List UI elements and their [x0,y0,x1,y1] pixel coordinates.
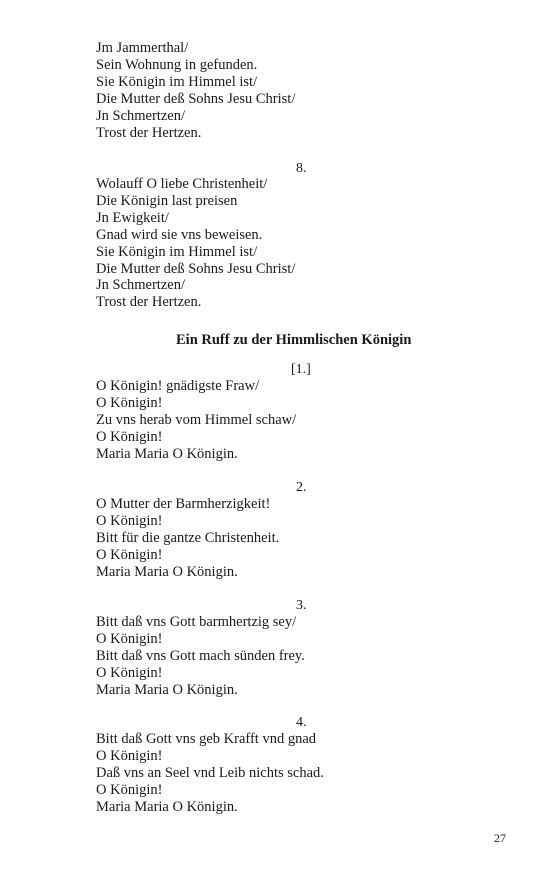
verse-line: Sein Wohnung in gefunden. [96,56,258,73]
verse-line: Bitt für die gantze Christenheit. [96,529,280,546]
verse-line: Jn Schmertzen/ [96,107,185,124]
verse-line: Maria Maria O Königin. [96,563,238,580]
verse-line: Bitt daß Gott vns geb Krafft vnd gnad [96,731,317,747]
verse-line: Zu vns herab vom Himmel schaw/ [96,411,297,428]
song-stanza-3 [96,614,496,699]
verse-line: Sie Königin im Himmel ist/ [96,243,258,260]
verse-line: O Königin! [96,394,163,411]
verse-line: O Königin! [96,664,163,681]
stanza-8 [96,176,496,311]
verse-line: Trost der Hertzen. [96,124,202,141]
verse-line: Maria Maria O Königin. [96,445,238,462]
verse-line: O Königin! [96,630,163,647]
verse-line: O Königin! [96,546,163,563]
verse-line: Wolauff O liebe Christenheit/ [96,176,268,192]
verse-line: Bitt daß vns Gott mach sünden frey. [96,647,305,664]
stanza-7-end [96,40,496,141]
verse-line: Bitt daß vns Gott barmhertzig sey/ [96,614,297,630]
verse-line: Daß vns an Seel vnd Leib nichts schad. [96,764,324,781]
song-title-text: Ein Ruff zu der Himmlischen Königin [176,332,412,348]
stanza-number-3: 3. [296,598,307,613]
verse-line: Jn Schmertzen/ [96,277,185,294]
verse-line: O Königin! [96,747,163,764]
verse-line: O Königin! [96,428,163,445]
verse-line: Maria Maria O Königin. [96,681,238,698]
verse-line: Die Mutter deß Sohns Jesu Christ/ [96,260,296,277]
verse-line: Jm Jammerthal/ [96,40,189,56]
page-number: 27 [494,831,506,845]
verse-line: Die Königin last preisen [96,192,238,209]
verse-line: O Königin! [96,781,163,798]
song-stanza-2 [96,496,496,581]
stanza-number-2: 2. [296,480,307,495]
verse-line: O Königin! [96,512,163,529]
verse-line: Gnad wird sie vns beweisen. [96,226,263,243]
verse-line: Trost der Hertzen. [96,294,202,311]
verse-line: Die Mutter deß Sohns Jesu Christ/ [96,90,296,107]
verse-line: O Königin! gnädigste Fraw/ [96,378,260,394]
verse-line: Sie Königin im Himmel ist/ [96,73,258,90]
stanza-number-4: 4. [296,715,307,730]
stanza-number-1: [1.] [291,362,311,377]
verse-line: O Mutter der Barmherzigkeit! [96,496,271,512]
verse-line: Jn Ewigkeit/ [96,209,169,226]
stanza-number-8: 8. [296,161,307,176]
song-stanza-4 [96,731,496,816]
song-stanza-1 [96,378,496,463]
verse-line: Maria Maria O Königin. [96,798,238,815]
